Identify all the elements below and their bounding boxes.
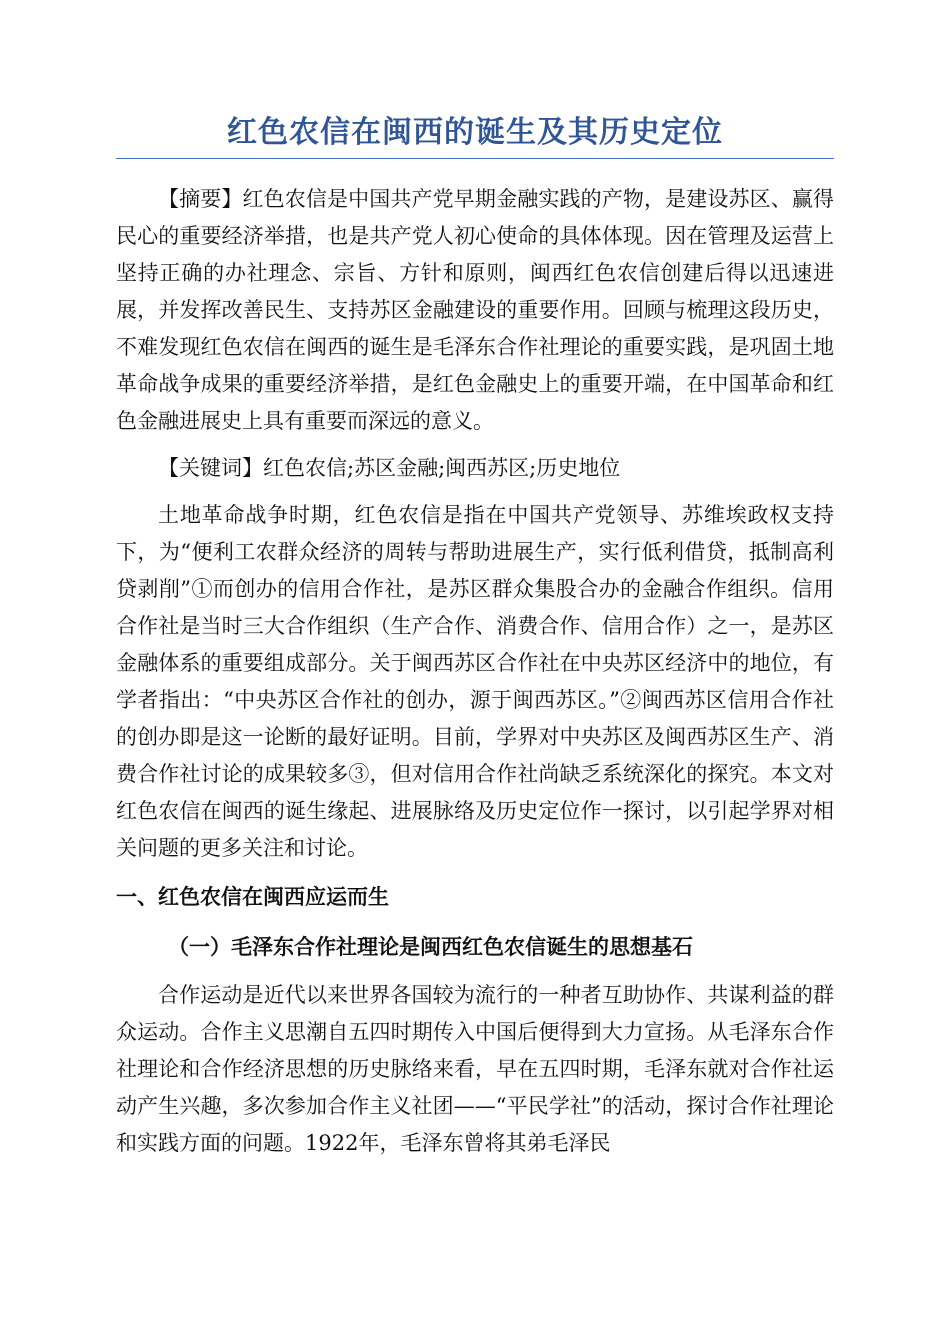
intro-paragraph: 土地革命战争时期，红色农信是指在中国共产党领导、苏维埃政权支持下，为“便利工农群众经济的周转与帮助进展生产，实行低利借贷，抵制高利贷剥削”①而创办的信用合作社，是苏区群众集股合办的金融合作组织。信用合作社是当时三大合作组织（生产合作、消费合作、信用合作）之一，是苏区金融体系的重要组成部分。关于闽西苏区合作社在中央苏区经济中的地位，有学者指出：“中央苏区合作社的创办，源于闽西苏区。”②闽西苏区信用合作社的创办即是这一论断的最好证明。目前，学界对中央苏区及闽西苏区生产、消费合作社讨论的成果较多③，但对信用合作社尚缺乏系统深化的探究。本文对红色农信在闽西的诞生缘起、进展脉络及历史定位作一探讨，以引起学界对相关问题的更多关注和讨论。 <box>116 503 834 860</box>
document-title: 红色农信在闽西的诞生及其历史定位 <box>116 110 834 159</box>
keywords-paragraph: 【关键词】红色农信;苏区金融;闽西苏区;历史地位 <box>158 456 621 480</box>
document-page <box>116 110 834 1162</box>
subsection-heading: （一）毛泽东合作社理论是闽西红色农信诞生的思想基石 <box>168 934 693 959</box>
body-paragraph: 合作运动是近代以来世界各国较为流行的一种者互助协作、共谋利益的群众运动。合作主义思潮自五四时期传入中国后便得到大力宣扬。从毛泽东合作社理论和合作经济思想的历史脉络来看，早在五四时期，毛泽东就对合作社运动产生兴趣，多次参加合作主义社团——“平民学社”的活动，探讨合作社理论和实践方面的问题。1922年，毛泽东曾将其弟毛泽民 <box>116 983 834 1155</box>
abstract-paragraph: 【摘要】红色农信是中国共产党早期金融实践的产物，是建设苏区、赢得民心的重要经济举措，也是共产党人初心使命的具体体现。因在管理及运营上坚持正确的办社理念、宗旨、方针和原则，闽西红色农信创建后得以迅速进展，并发挥改善民生、支持苏区金融建设的重要作用。回顾与梳理这段历史，不难发现红色农信在闽西的诞生是毛泽东合作社理论的重要实践，是巩固土地革命战争成果的重要经济举措，是红色金融史上的重要开端，在中国革命和红色金融进展史上具有重要而深远的意义。 <box>116 187 834 433</box>
section-heading: 一、红色农信在闽西应运而生 <box>116 885 389 909</box>
